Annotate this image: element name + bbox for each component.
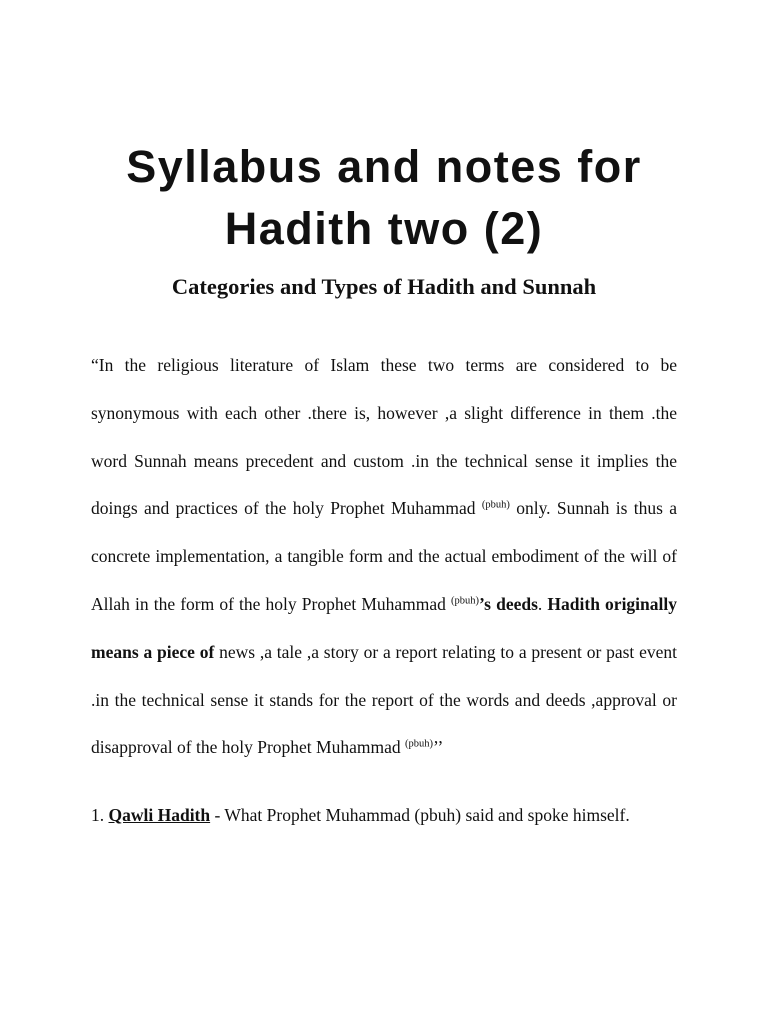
quote-closing: ’’	[432, 737, 444, 758]
list-item	[91, 792, 677, 840]
pbuh-superscript: (pbuh)	[451, 595, 479, 607]
quote-text: “In the religious literature of Islam these two terms are considered to be synonymous with each other .there is, however ,a slight difference in them .the word Sunnah means precedent and custom .in the technical sense it implies the doings and practices of the holy Prophet Muhammad	[91, 355, 677, 519]
quote-text: only. Sunnah is thus a concrete implementation, a tangible form and the actual embodiment of the will of Allah in the form of the holy Prophet Muhammad	[91, 498, 678, 614]
document-title: Syllabus and notes for Hadith two (2)	[126, 141, 642, 254]
list-item-number: 1.	[91, 805, 105, 826]
quote-paragraph	[91, 342, 677, 772]
pbuh-superscript: (pbuh)	[404, 739, 433, 751]
quote-text: news ,a tale ,a story or a report relating to a present or past event .in the technical sense it stands for the report of the words and deeds ,approval or disapproval of the holy Prophet Muhammad	[91, 641, 677, 758]
pbuh-superscript: (pbuh)	[481, 500, 510, 512]
list-item-description: - What Prophet Muhammad (pbuh) said and spoke himself.	[210, 805, 630, 826]
quote-text-bold: Hadith originally means a piece of	[91, 593, 678, 662]
document-subtitle: Categories and Types of Hadith and Sunnah	[171, 274, 597, 299]
quote-text-bold: ’s deeds	[479, 593, 538, 614]
list-item-term: Qawli Hadith	[108, 805, 211, 826]
quote-text: .	[537, 593, 548, 614]
